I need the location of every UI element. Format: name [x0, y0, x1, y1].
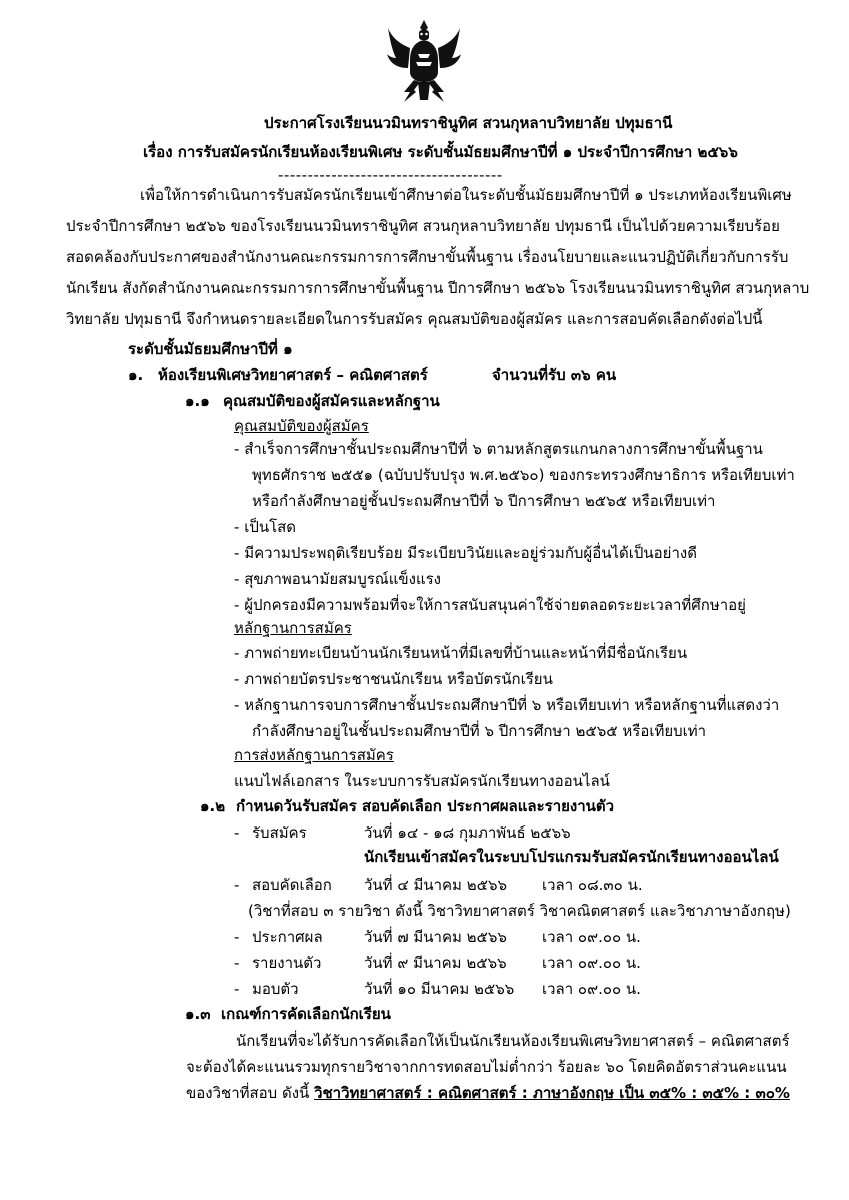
- criteria-prefix: ของวิชาที่สอบ ดังนี้: [186, 1084, 310, 1102]
- qualification-item: - ผู้ปกครองมีความพร้อมที่จะให้การสนับสนุนค่าใช้จ่ายตลอดระยะเวลาที่ศึกษาอยู่: [234, 596, 746, 614]
- criteria-line-3: [186, 1082, 790, 1104]
- intro-line-5: วิทยาลัย ปทุมธานี จึงกำหนดรายละเอียดในการรับสมัคร คุณสมบัติของผู้สมัคร และการสอบคัดเลือกดังต่อไปนี้: [66, 310, 763, 328]
- section-1-1-number: ๑.๑: [185, 392, 210, 410]
- online-note: นักเรียนเข้าสมัครในระบบโปรแกรมรับสมัครนักเรียนทางออนไลน์: [364, 848, 779, 866]
- schedule-dash: -: [234, 980, 240, 998]
- qualification-item: - เป็นโสด: [234, 518, 297, 536]
- schedule-date: วันที่ ๔ มีนาคม ๒๕๖๖: [364, 876, 507, 894]
- header-divider: --------------------------------------: [278, 166, 503, 184]
- schedule-date: วันที่ ๑๐ มีนาคม ๒๕๖๖: [364, 980, 515, 998]
- intro-line-4: นักเรียน สังกัดสำนักงานคณะกรรมการการศึกษาขั้นพื้นฐาน ปีการศึกษา ๒๕๖๖ โรงเรียนนวมินทราชินูทิศ สวนกุหลาบ: [66, 279, 810, 297]
- qualification-item: หรือกำลังศึกษาอยู่ชั้นประถมศึกษาปีที่ ๖ ปีการศึกษา ๒๕๖๕ หรือเทียบเท่า: [252, 492, 716, 510]
- schedule-dash: -: [234, 928, 240, 946]
- schedule-date: วันที่ ๙ มีนาคม ๒๕๖๖: [364, 954, 507, 972]
- criteria-line-1: นักเรียนที่จะได้รับการคัดเลือกให้เป็นนักเรียนห้องเรียนพิเศษวิทยาศาสตร์ – คณิตศาสตร์: [236, 1032, 790, 1050]
- qualification-item: พุทธศักราช ๒๕๕๑ (ฉบับปรับปรุง พ.ศ.๒๕๖๐) ของกระทรวงศึกษาธิการ หรือเทียบเท่า: [252, 466, 795, 484]
- submit-text: แนบไฟล์เอกสาร ในระบบการรับสมัครนักเรียนทางออนไลน์: [234, 772, 610, 790]
- schedule-dash: -: [234, 876, 240, 894]
- criteria-line-2: จะต้องได้คะแนนรวมทุกรายวิชาจากการทดสอบไม่ต่ำกว่า ร้อยละ ๖๐ โดยคิดอัตราส่วนคะแนน: [186, 1058, 787, 1076]
- document-item: - ภาพถ่ายบัตรประชาชนนักเรียน หรือบัตรนักเรียน: [234, 670, 553, 688]
- section-1-1-title: คุณสมบัติของผู้สมัครและหลักฐาน: [223, 392, 440, 410]
- schedule-date: วันที่ ๑๔ - ๑๘ กุมภาพันธ์ ๒๕๖๖: [364, 824, 571, 842]
- program-name: ห้องเรียนพิเศษวิทยาศาสตร์ – คณิตศาสตร์: [158, 366, 428, 384]
- schedule-label: สอบคัดเลือก: [252, 876, 332, 894]
- section-1-3-number: ๑.๓: [185, 1005, 211, 1023]
- document-item: - ภาพถ่ายทะเบียนบ้านนักเรียนหน้าที่มีเลขที่บ้านและหน้าที่มีชื่อนักเรียน: [234, 644, 688, 662]
- section-1-2-number: ๑.๒: [200, 797, 226, 815]
- schedule-time: เวลา ๐๙.๐๐ น.: [542, 980, 641, 998]
- document-item: - หลักฐานการจบการศึกษาชั้นประถมศึกษาปีที่ ๖ หรือเทียบเท่า หรือหลักฐานที่แสดงว่า: [234, 696, 780, 714]
- qualifications-heading: คุณสมบัติของผู้สมัคร: [234, 417, 369, 435]
- program-capacity: จำนวนที่รับ ๓๖ คน: [492, 366, 617, 384]
- schedule-label: รายงานตัว: [252, 954, 322, 972]
- qualification-item: - สุขภาพอนามัยสมบูรณ์แข็งแรง: [234, 570, 441, 588]
- announcement-subject: เรื่อง การรับสมัครนักเรียนห้องเรียนพิเศษ ระดับชั้นมัธยมศึกษาปีที่ ๑ ประจำปีการศึกษา ๒๕๖๖: [143, 143, 738, 161]
- schedule-label: ประกาศผล: [252, 928, 323, 946]
- section-1-3-title: เกณฑ์การคัดเลือกนักเรียน: [221, 1005, 391, 1023]
- schedule-time: เวลา ๐๘.๓๐ น.: [542, 876, 643, 894]
- intro-line-3: สอดคล้องกับประกาศของสำนักงานคณะกรรมการการศึกษาขั้นพื้นฐาน เรื่องนโยบายและแนวปฏิบัติเกี่ยวกับการรับ: [66, 248, 789, 266]
- schedule-dash: -: [234, 824, 240, 842]
- schedule-label: รับสมัคร: [252, 824, 307, 842]
- section-1-2-title: กำหนดวันรับสมัคร สอบคัดเลือก ประกาศผลและรายงานตัว: [236, 797, 615, 815]
- documents-heading: หลักฐานการสมัคร: [234, 619, 352, 637]
- program-number: ๑.: [128, 366, 144, 384]
- qualification-item: - สำเร็จการศึกษาชั้นประถมศึกษาปีที่ ๖ ตามหลักสูตรแกนกลางการศึกษาขั้นพื้นฐาน: [234, 440, 763, 458]
- score-ratio: วิชาวิทยาศาสตร์ : คณิตศาสตร์ : ภาษาอังกฤษ เป็น ๓๕% : ๓๕% : ๓๐%: [314, 1084, 790, 1102]
- announcement-title: ประกาศโรงเรียนนวมินทราชินูทิศ สวนกุหลาบวิทยาลัย ปทุมธานี: [264, 114, 673, 132]
- schedule-time: เวลา ๐๙.๐๐ น.: [542, 954, 641, 972]
- level-heading: ระดับชั้นมัธยมศึกษาปีที่ ๑: [128, 340, 293, 358]
- schedule-time: เวลา ๐๙.๐๐ น.: [542, 928, 641, 946]
- schedule-date: วันที่ ๗ มีนาคม ๒๕๖๖: [364, 928, 507, 946]
- qualification-item: - มีความประพฤติเรียบร้อย มีระเบียบวินัยและอยู่ร่วมกับผู้อื่นได้เป็นอย่างดี: [234, 544, 697, 562]
- garuda-emblem-icon: [386, 18, 462, 104]
- submit-heading: การส่งหลักฐานการสมัคร: [234, 746, 394, 764]
- intro-line-1: เพื่อให้การดำเนินการรับสมัครนักเรียนเข้าศึกษาต่อในระดับชั้นมัธยมศึกษาปีที่ ๑ ประเภทห้องเรียนพิเศษ: [140, 186, 792, 204]
- intro-line-2: ประจำปีการศึกษา ๒๕๖๖ ของโรงเรียนนวมินทราชินูทิศ สวนกุหลาบวิทยาลัย ปทุมธานี เป็นไปด้วยความเรียบร้อย: [66, 217, 780, 235]
- schedule-label: มอบตัว: [252, 980, 299, 998]
- document-item: กำลังศึกษาอยู่ในชั้นประถมศึกษาปีที่ ๖ ปีการศึกษา ๒๕๖๕ หรือเทียบเท่า: [252, 722, 707, 740]
- schedule-dash: -: [234, 954, 240, 972]
- exam-note: (วิชาที่สอบ ๓ รายวิชา ดังนี้ วิชาวิทยาศาสตร์ วิชาคณิตศาสตร์ และวิชาภาษาอังกฤษ): [248, 902, 791, 920]
